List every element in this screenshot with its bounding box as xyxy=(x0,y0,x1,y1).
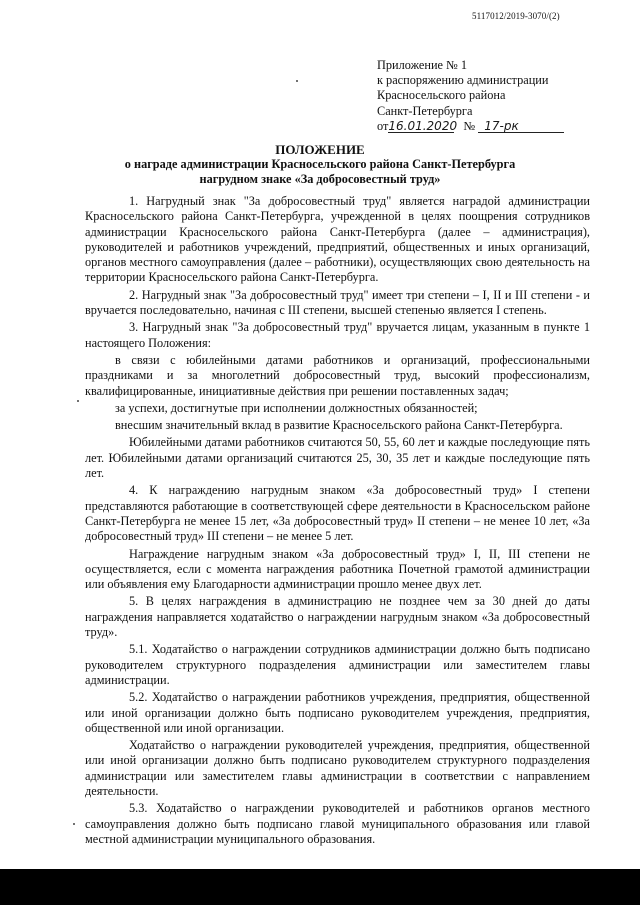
paragraph-5: 5. В целях награждения в администрацию не позднее чем за 30 дней до даты награждения направляется ходатайство о награждении нагрудным знаком «За добросовестный труд». xyxy=(85,594,590,640)
number-sign: № xyxy=(463,118,476,133)
list-item: в связи с юбилейными датами работников и организаций, профессиональными праздниками и за многолетний добросовестный труд, высокий профессионализм, квалифицированные, инициативные действия при решении поставленных задач; xyxy=(85,352,590,398)
appendix-block xyxy=(377,58,627,134)
paragraph-4: 4. К награждению нагрудным знаком «За добросовестный труд» I степени представляются работающие в соответствующей сфере деятельности в Красносельском районе Санкт-Петербурга не менее 15 лет, «За добросовестный труд» II степени – не менее 10 лет, «За добросовестный труд» III степени – не менее 5 лет. xyxy=(85,483,590,544)
paragraph-5-1: 5.1. Ходатайство о награждении сотрудников администрации должно быть подписано руководителем структурного подразделения администрации или заместителем главы администрации. xyxy=(85,642,590,687)
paragraph-5-2-heads: Ходатайство о награждении руководителей учреждения, предприятия, общественной или иной организации должно быть подписано руководителем структурного подразделения администрации или заместителем главы администрации в соответствии с направлением деятельности. xyxy=(85,738,590,798)
list-item: внесшим значительный вклад в развитие Красносельского района Санкт-Петербурга. xyxy=(115,418,563,433)
scan-speck xyxy=(296,80,298,82)
appendix-line: Приложение № 1 xyxy=(377,58,468,72)
date-prefix: от xyxy=(377,118,389,133)
appendix-line: к распоряжению администрации xyxy=(377,73,549,88)
paragraph-anniversaries: Юбилейными датами работников считаются 50, 55, 60 лет и каждые последующие пять лет. Юбилейными датами организаций считаются 25, 30, 35 лет и каждые последующие пять лет. xyxy=(85,435,590,481)
paragraph-2: 2. Нагрудный знак "За добросовестный труд" имеет три степени – I, II и III степени - и вручается последовательно, начиная с III степени, высшей степенью является I степень. xyxy=(85,287,590,318)
paragraph-1: 1. Нагрудный знак "За добросовестный труд" является наградой администрации Красносельского района Санкт-Петербурга, учрежденной в целях поощрения сотрудников администрации Красносельского района Санкт-Петербурга (далее – администрация), руководителей и работников учреждений, предприятий, общественных и иных организаций, органов местного самоуправления (далее – работники), осуществляющих свою деятельность на территории Красносельского района Санкт-Петербурга. xyxy=(85,194,590,285)
handwritten-date: 16.01.2020 xyxy=(388,118,458,133)
appendix-line: Санкт-Петербурга xyxy=(377,103,473,118)
subtitle-line: нагрудном знаке «За добросовестный труд» xyxy=(199,172,441,187)
document-registration-number: 5117012/2019-3070/(2) xyxy=(472,11,560,21)
scan-bottom-border xyxy=(0,869,640,905)
subtitle-line: о награде администрации Красносельского района Санкт-Петербурга xyxy=(124,157,516,171)
document-subtitle xyxy=(0,157,640,188)
scan-speck xyxy=(77,400,79,402)
list-item: за успехи, достигнутые при исполнении должностных обязанностей; xyxy=(115,400,478,415)
handwritten-number: 17-рк xyxy=(478,120,564,133)
scan-speck xyxy=(73,823,75,825)
paragraph-5-2: 5.2. Ходатайство о награждении работников учреждения, предприятия, общественной или иной организации должно быть подписано руководителем учреждения, предприятия, общественной или иной организации. xyxy=(85,690,590,735)
paragraph-3: 3. Нагрудный знак "За добросовестный труд" вручается лицам, указанным в пункте 1 настоящего Положения: xyxy=(85,320,590,350)
appendix-line: Красносельского района xyxy=(377,88,506,103)
paragraph-4-restriction: Награждение нагрудным знаком «За добросовестный труд» I, II, III степени не осуществляется, если с момента награждения работника Почетной грамотой администрации или объявления ему Благодарности администрации прошло менее двух лет. xyxy=(85,546,590,592)
paragraph-5-3: 5.3. Ходатайство о награждении руководителей и работников органов местного самоуправления должно быть подписано главой муниципального образования или главой местной администрации муниципального образования. xyxy=(85,801,590,846)
document-body xyxy=(85,194,590,849)
document-title: ПОЛОЖЕНИЕ xyxy=(275,142,365,157)
appendix-date-line xyxy=(377,119,627,134)
